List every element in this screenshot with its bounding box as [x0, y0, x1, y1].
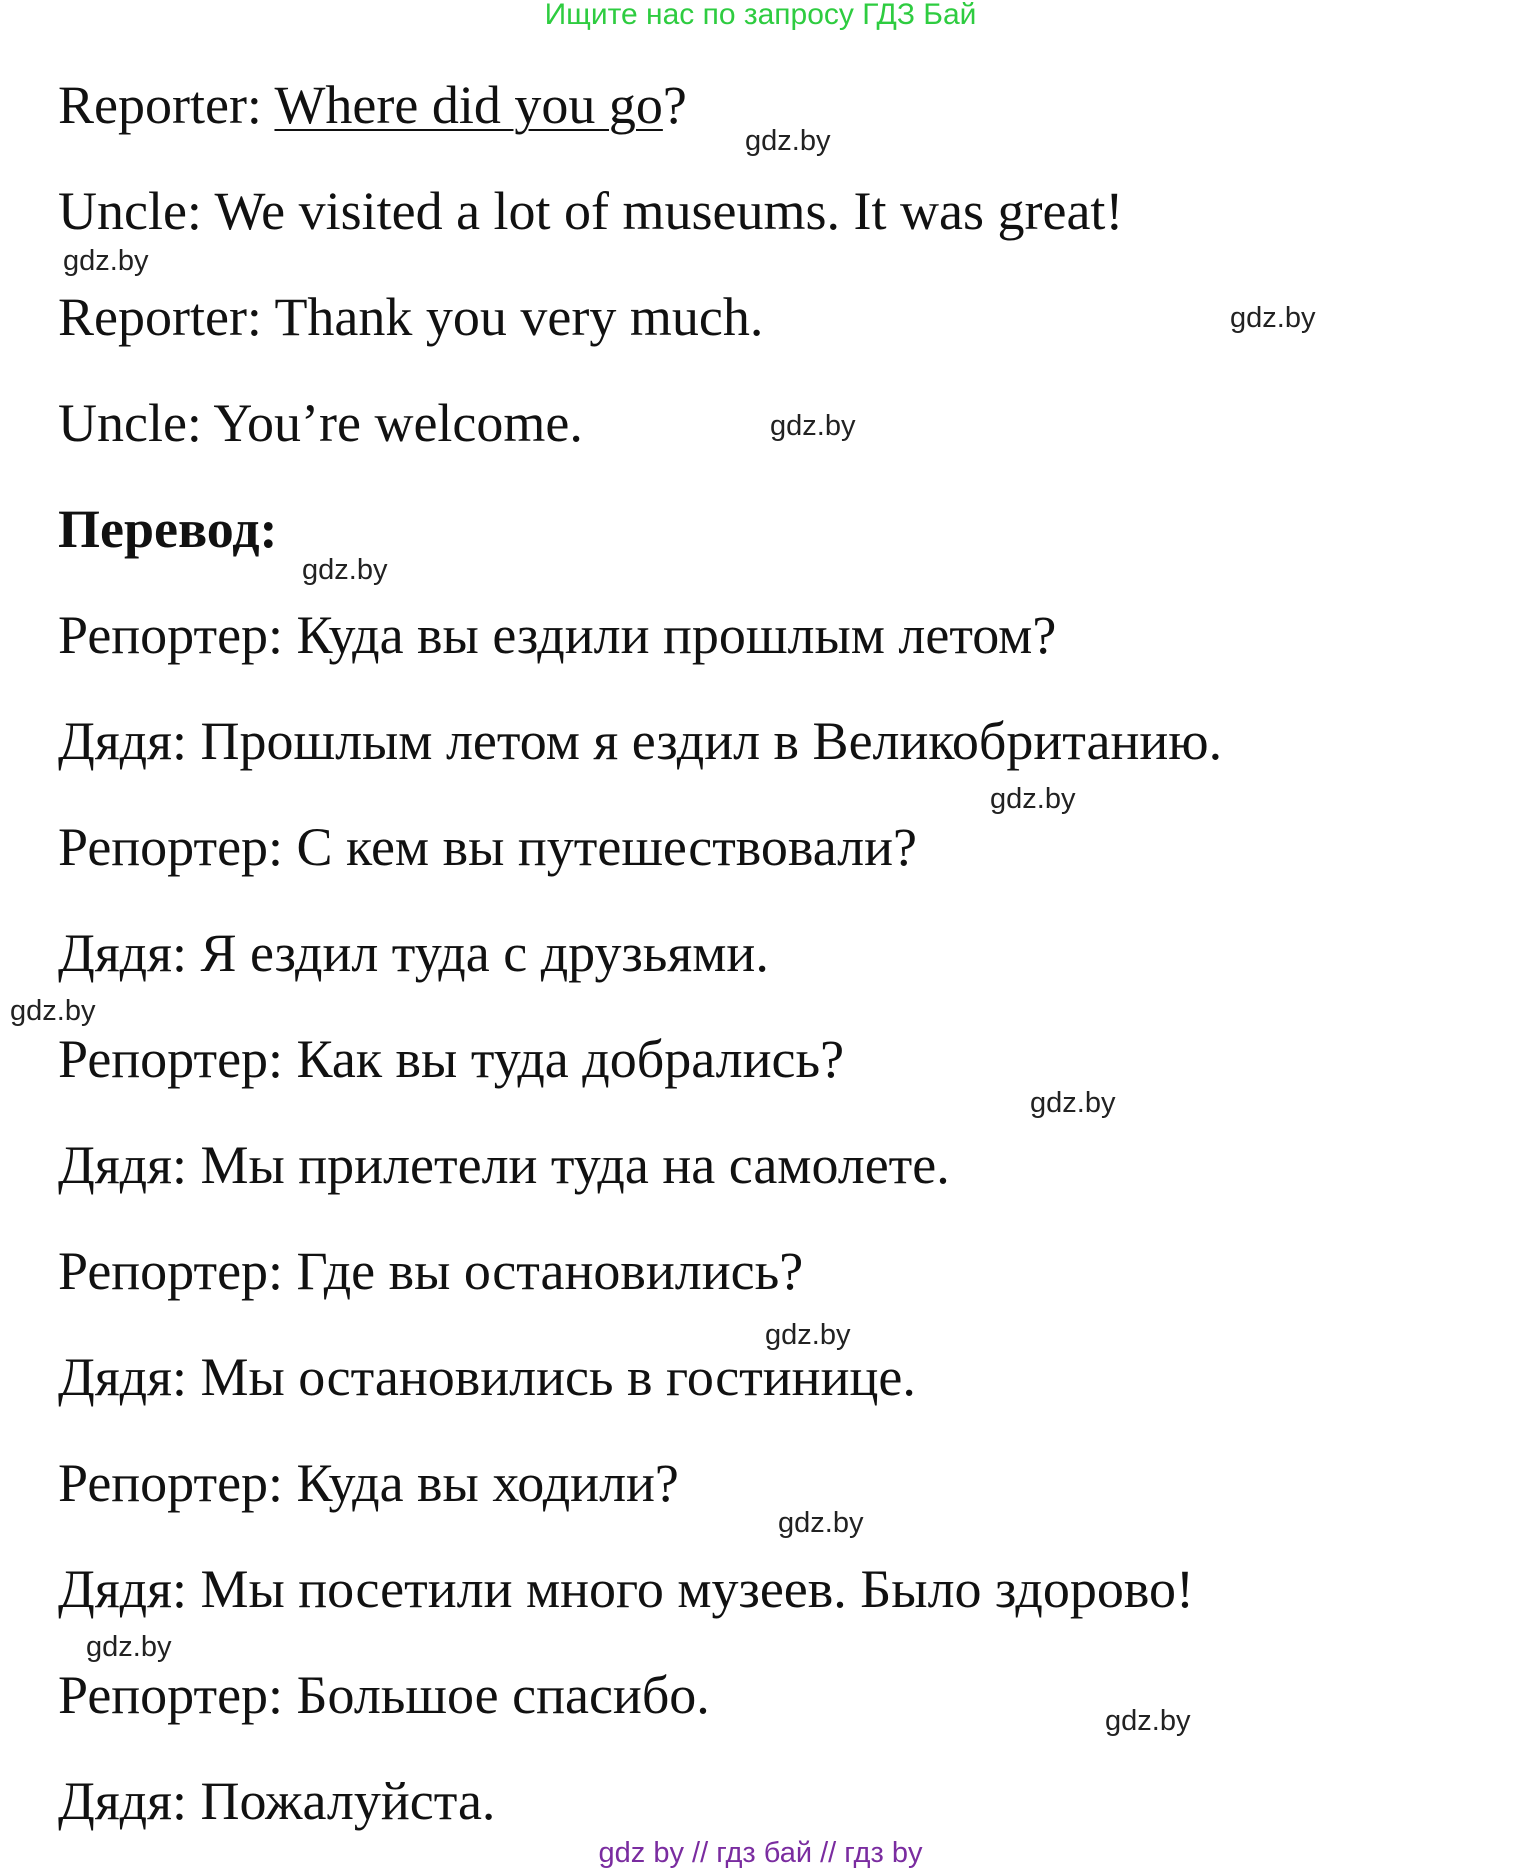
russian-line: Репортер: С кем вы путешествовали?: [58, 817, 917, 877]
russian-line: Дядя: Мы остановились в гостинице.: [58, 1347, 916, 1407]
watermark: gdz.by: [1105, 1705, 1191, 1737]
watermark: gdz.by: [302, 554, 388, 586]
top-banner: Ищите нас по запросу ГДЗ Бай: [544, 0, 977, 31]
footer-links: gdz by // гдз бай // гдз by: [598, 1837, 923, 1869]
watermark: gdz.by: [778, 1507, 864, 1539]
russian-line: Репортер: Как вы туда добрались?: [58, 1029, 845, 1089]
russian-line: Дядя: Пожалуйста.: [58, 1771, 496, 1831]
english-line-4: Uncle: You’re welcome.: [58, 393, 583, 453]
translation-heading: Перевод:: [58, 499, 278, 559]
speaker-label: Reporter:: [58, 75, 262, 135]
underlined-answer: Where did you go: [274, 75, 663, 135]
watermark: gdz.by: [86, 1631, 172, 1663]
russian-line: Репортер: Большое спасибо.: [58, 1665, 710, 1725]
russian-line: Дядя: Мы прилетели туда на самолете.: [58, 1135, 950, 1195]
russian-line: Дядя: Мы посетили много музеев. Было здорово!: [58, 1559, 1194, 1619]
watermark: gdz.by: [1030, 1087, 1116, 1119]
russian-line: Репортер: Где вы остановились?: [58, 1241, 804, 1301]
english-line-2: Uncle: We visited a lot of museums. It was great!: [58, 181, 1124, 241]
english-line-1: [58, 74, 687, 136]
watermark: gdz.by: [745, 125, 831, 157]
russian-line: Репортер: Куда вы ездили прошлым летом?: [58, 605, 1057, 665]
watermark: gdz.by: [990, 783, 1076, 815]
watermark: gdz.by: [1230, 302, 1316, 334]
russian-line: Дядя: Прошлым летом я ездил в Великобританию.: [58, 711, 1223, 771]
english-line-3: Reporter: Thank you very much.: [58, 287, 764, 347]
watermark: gdz.by: [10, 995, 96, 1027]
watermark: gdz.by: [765, 1319, 851, 1351]
watermark: gdz.by: [770, 410, 856, 442]
russian-line: Дядя: Я ездил туда с друзьями.: [58, 923, 769, 983]
question-mark: ?: [662, 75, 687, 135]
russian-line: Репортер: Куда вы ходили?: [58, 1453, 679, 1513]
watermark: gdz.by: [63, 245, 149, 277]
